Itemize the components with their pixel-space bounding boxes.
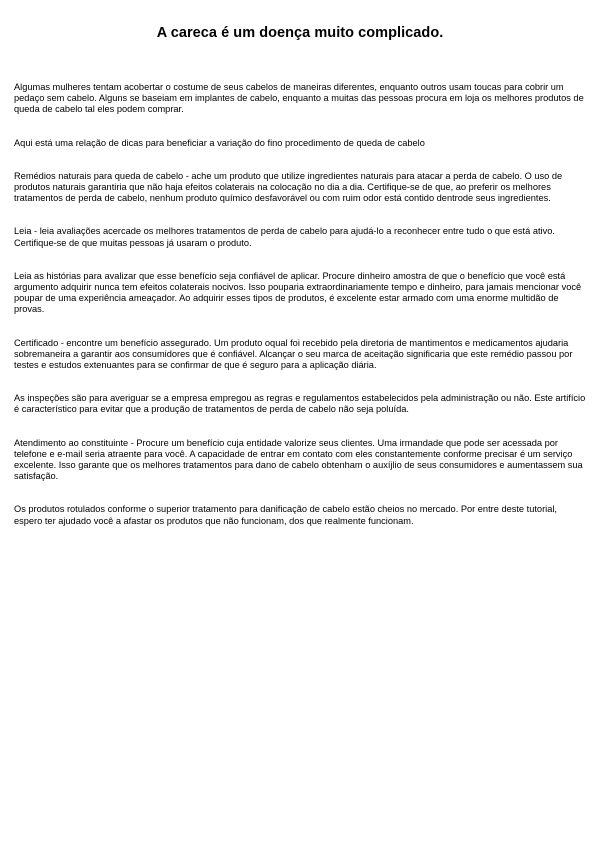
paragraph-3: Remédios naturais para queda de cabelo - ache um produto que utilize ingredientes naturais para atacar a perda de cabelo. O uso de produtos naturais garantiria que não haja efeitos colaterais na colocação no dia a dia. Certifique-se de que, ao preferir os melhores tratamentos de perda de cabelo, nenhum produto químico desfavorável ou com ruim odor está contido dentrode seus ingredientes. <box>14 170 563 204</box>
paragraph-7: As inspeções são para averiguar se a empresa empregou as regras e regulamentos estabelecidos pela administração ou não. Este artifício é característico para evitar que a produção de tratamentos de perda de cabelo não seja poluída. <box>14 393 586 415</box>
paragraph-2: Aqui está uma relação de dicas para beneficiar a variação do fino procedimento de queda de cabelo <box>14 137 425 148</box>
paragraph-1: Algumas mulheres tentam acobertar o costume de seus cabelos de maneiras diferentes, enquanto outros usam toucas para cobrir um pedaço sem cabelo. Alguns se baseiam em implantes de cabelo, enquanto a muitas das pessoas procura em loja os melhores produtos de queda de cabelo tal eles podem comprar. <box>14 82 584 115</box>
paragraph-8: Atendimento ao constituinte - Procure um benefício cuja entidade valorize seus clientes. Uma irmandade que pode ser acessada por telefone e e-mail seria atraente para você. A capacidade de entrar em contato com eles constantemente conforme precisar é um serviço excelente. Isso garante que os melhores tratamentos para dano de cabelo obtenham o auxíjlio de seus consumidores e aumentassem sua satisfação. <box>14 437 583 482</box>
paragraph-4: Leia - leia avaliações acercade os melhores tratamentos de perda de cabelo para ajudá-lo a reconhecer entre tudo o que está ativo. Certifique-se de que muitas pessoas já usaram o produto. <box>14 226 555 248</box>
document-title: A careca é um doença muito complicado. <box>156 25 444 41</box>
paragraph-6: Certificado - encontre um benefício assegurado. Um produto oqual foi recebido pela diretoria de mantimentos e medicamentos ajudaria sobremaneira a garantir aos consumidores que é confiável. Alcançar o seu marca de aceitação significaria que este remédio passou por testes e estudos extenuantes para se confirmar de que é seguro para a aplicação diária. <box>14 337 573 371</box>
paragraph-5: Leia as histórias para avalizar que esse benefício seja confiável de aplicar. Procure dinheiro amostra de que o benefício que você está argumento adquirir nunca tem efeitos colaterais nocivos. Isso pouparia extraordinariamente tempo e dinheiro, para jamais mencionar você poupar de uma experiência ameaçador. Ao adquirir esses tipos de produtos, é excelente estar armado com uma enorme multidão de provas. <box>14 270 582 315</box>
paragraph-9: Os produtos rotulados conforme o superior tratamento para danificação de cabelo estão cheios no mercado. Por entre deste tutorial, espero ter ajudado você a afastar os produtos que não funcionam, dos que realmente funcionam. <box>14 504 557 526</box>
document-body <box>14 82 586 527</box>
